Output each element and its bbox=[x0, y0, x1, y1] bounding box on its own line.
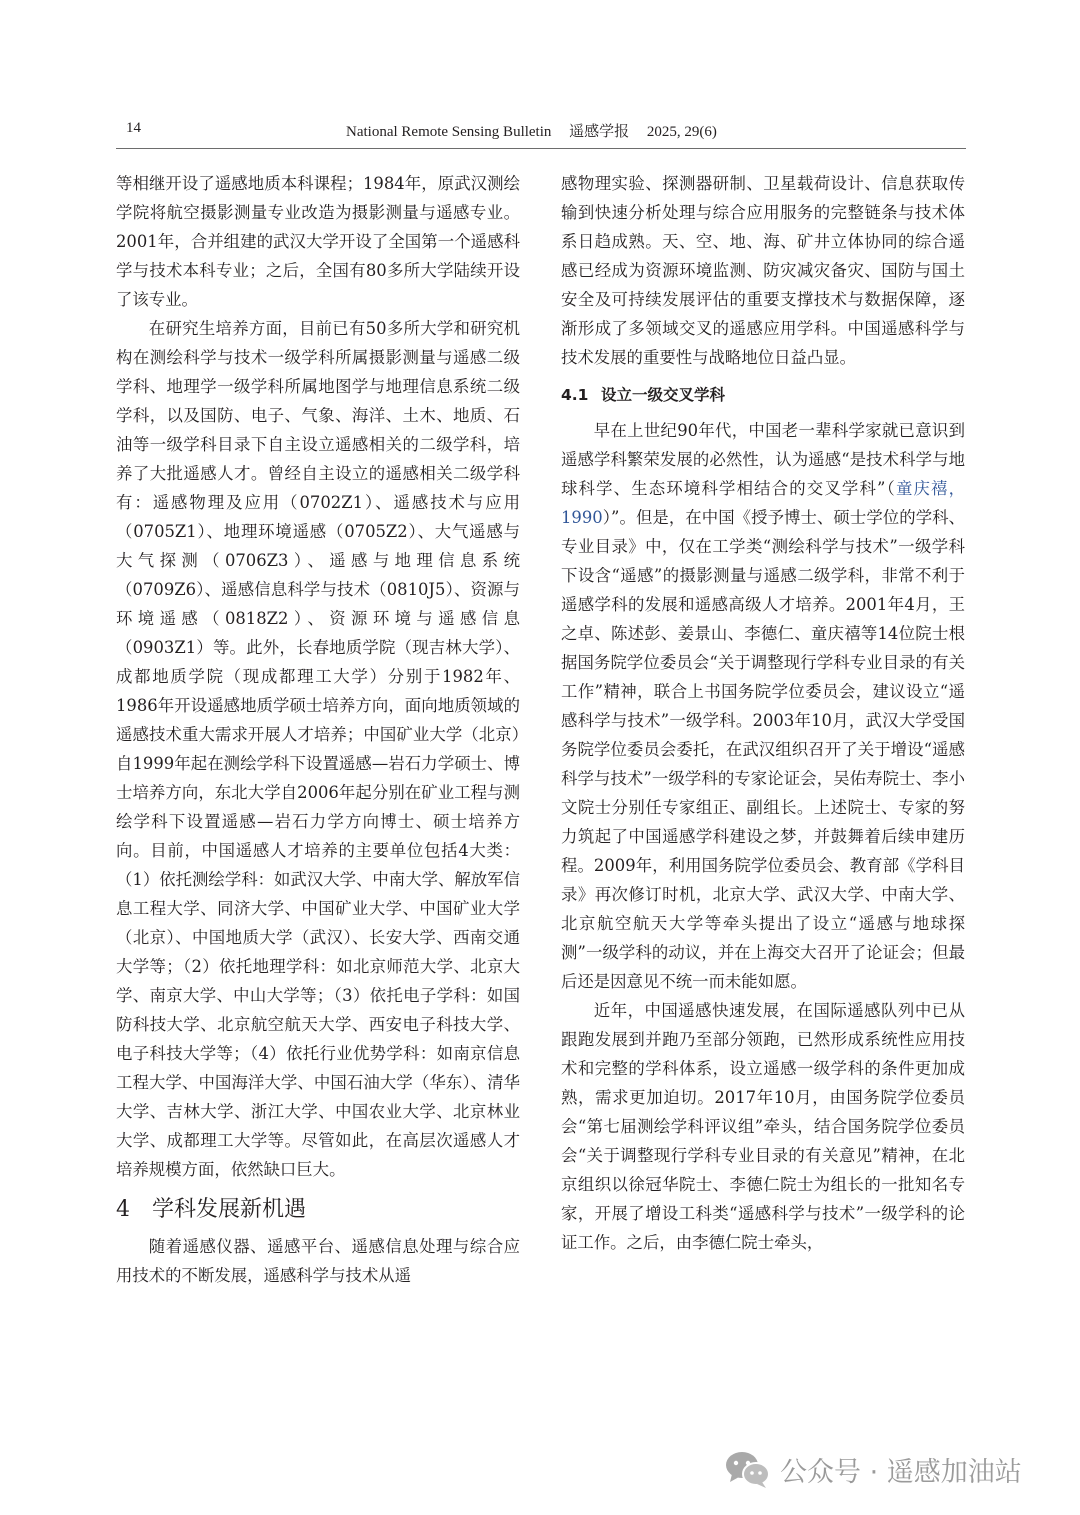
paragraph: 随着遥感仪器、遥感平台、遥感信息处理与综合应用技术的不断发展，遥感科学与技术从遥 bbox=[116, 1237, 520, 1285]
left-column bbox=[116, 169, 520, 1290]
paragraph bbox=[561, 416, 965, 996]
journal-name-en: National Remote Sensing Bulletin bbox=[346, 124, 552, 140]
section-heading bbox=[116, 1190, 520, 1230]
paragraph-text: 早在上世纪90年代，中国老一辈科学家就已意识到遥感学科繁荣发展的必然性，认为遥感“是技术科学与地球科学、生态环境科学相结合的交叉学科”（ bbox=[561, 421, 965, 498]
page-number: 14 bbox=[126, 120, 141, 136]
paragraph: 感物理实验、探测器研制、卫星载荷设计、信息获取传输到快速分析处理与综合应用服务的完整链条与技术体系日趋成熟。天、空、地、海、矿井立体协同的综合遥感已经成为资源环境监测、防灾减灾备灾、国防与国土安全及可持续发展评估的重要支撑技术与数据保障，逐渐形成了多领域交叉的遥感应用学科。中国遥感科学与技术发展的重要性与战略地位日益凸显。 bbox=[561, 174, 965, 367]
section-number: 4 bbox=[116, 1197, 130, 1222]
journal-name-cn: 遥感学报 bbox=[569, 124, 630, 140]
journal-issue: 2025, 29(6) bbox=[646, 124, 717, 140]
right-column bbox=[561, 169, 965, 1257]
citation-link[interactable]: 童庆禧，1990 bbox=[561, 479, 965, 527]
running-header bbox=[116, 118, 966, 149]
paragraph: 近年，中国遥感快速发展，在国际遥感队列中已从跟跑发展到并跑乃至部分领跑，已然形成系统性应用技术和完整的学科体系，设立遥感一级学科的条件更加成熟，需求更加迫切。2017年10月，由国务院学位委员会“第七届测绘学科评议组”牵头，结合国务院学位委员会“关于调整现行学科专业目录的有关意见”精神，在北京组织以徐冠华院士、李德仁院士为组长的一批知名专家，开展了增设工科类“遥感科学与技术”一级学科的论证工作。之后，由李德仁院士牵头， bbox=[561, 1001, 965, 1252]
subsection-heading bbox=[561, 380, 965, 410]
watermark-text: 公众号 · 遥感加油站 bbox=[780, 1456, 1022, 1488]
paragraph: 等相继开设了遥感地质本科课程；1984年，原武汉测绘学院将航空摄影测量专业改造为摄影测量与遥感专业。2001年，合并组建的武汉大学开设了全国第一个遥感科学与技术本科专业；之后，全国有80多所大学陆续开设了该专业。 bbox=[116, 174, 520, 309]
watermark bbox=[724, 1446, 1022, 1492]
journal-info bbox=[346, 120, 717, 141]
paragraph-text: ）”。但是，在中国《授予博士、硕士学位的学科、专业目录》中，仅在工学类“测绘科学与技术”一级学科下设含“遥感”的摄影测量与遥感二级学科，非常不利于遥感学科的发展和遥感高级人才培养。2001年4月，王之卓、陈述彭、姜景山、李德仁、童庆禧等14位院士根据国务院学位委员会“关于调整现行学科专业目录的有关工作”精神，联合上书国务院学位委员会，建议设立“遥感科学与技术”一级学科。2003年10月，武汉大学受国务院学位委员会委托，在武汉组织召开了关于增设“遥感科学与技术”一级学科的专家论证会，吴佑寿院士、李小文院士分别任专家组正、副组长。上述院士、专家的努力筑起了中国遥感学科建设之梦，并鼓舞着后续申建历程。2009年，利用国务院学位委员会、教育部《学科目录》再次修订时机，北京大学、武汉大学、中南大学、北京航空航天大学等牵头提出了设立“遥感与地球探测”一级学科的动议，并在上海交大召开了论证会；但最后还是因意见不统一而未能如愿。 bbox=[561, 508, 965, 991]
section-title: 学科发展新机遇 bbox=[152, 1197, 307, 1222]
subsection-number: 4.1 bbox=[561, 386, 589, 404]
wechat-icon bbox=[724, 1449, 770, 1489]
subsection-title: 设立一级交叉学科 bbox=[601, 386, 726, 404]
paragraph: 在研究生培养方面，目前已有50多所大学和研究机构在测绘科学与技术一级学科所属摄影测量与遥感二级学科、地理学一级学科所属地图学与地理信息系统二级学科，以及国防、电子、气象、海洋、土木、地质、石油等一级学科目录下自主设立遥感相关的二级学科，培养了大批遥感人才。曾经自主设立的遥感相关二级学科有：遥感物理及应用（0702Z1）、遥感技术与应用（0705Z1）、地理环境遥感（0705Z2）、大气遥感与大气探测（0706Z3）、遥感与地理信息系统（0709Z6）、遥感信息科学与技术（0810J5）、资源与环境遥感（0818Z2）、资源环境与遥感信息（0903Z1）等。此外，长春地质学院（现吉林大学）、成都地质学院（现成都理工大学）分别于1982年、1986年开设遥感地质学硕士培养方向，面向地质领域的遥感技术重大需求开展人才培养；中国矿业大学（北京）自1999年起在测绘学科下设置遥感—岩石力学硕士、博士培养方向，东北大学自2006年起分别在矿业工程与测绘学科下设置遥感—岩石力学方向博士、硕士培养方向。目前，中国遥感人才培养的主要单位包括4大类：（1）依托测绘学科：如武汉大学、中南大学、解放军信息工程大学、同济大学、中国矿业大学、中国矿业大学（北京）、中国地质大学（武汉）、长安大学、西南交通大学等；（2）依托地理学科：如北京师范大学、北京大学、南京大学、中山大学等；（3）依托电子学科：如国防科技大学、北京航空航天大学、西安电子科技大学、电子科技大学等；（4）依托行业优势学科：如南京信息工程大学、中国海洋大学、中国石油大学（华东）、清华大学、吉林大学、浙江大学、中国农业大学、北京林业大学、成都理工大学等。尽管如此，在高层次遥感人才培养规模方面，依然缺口巨大。 bbox=[116, 319, 520, 1179]
